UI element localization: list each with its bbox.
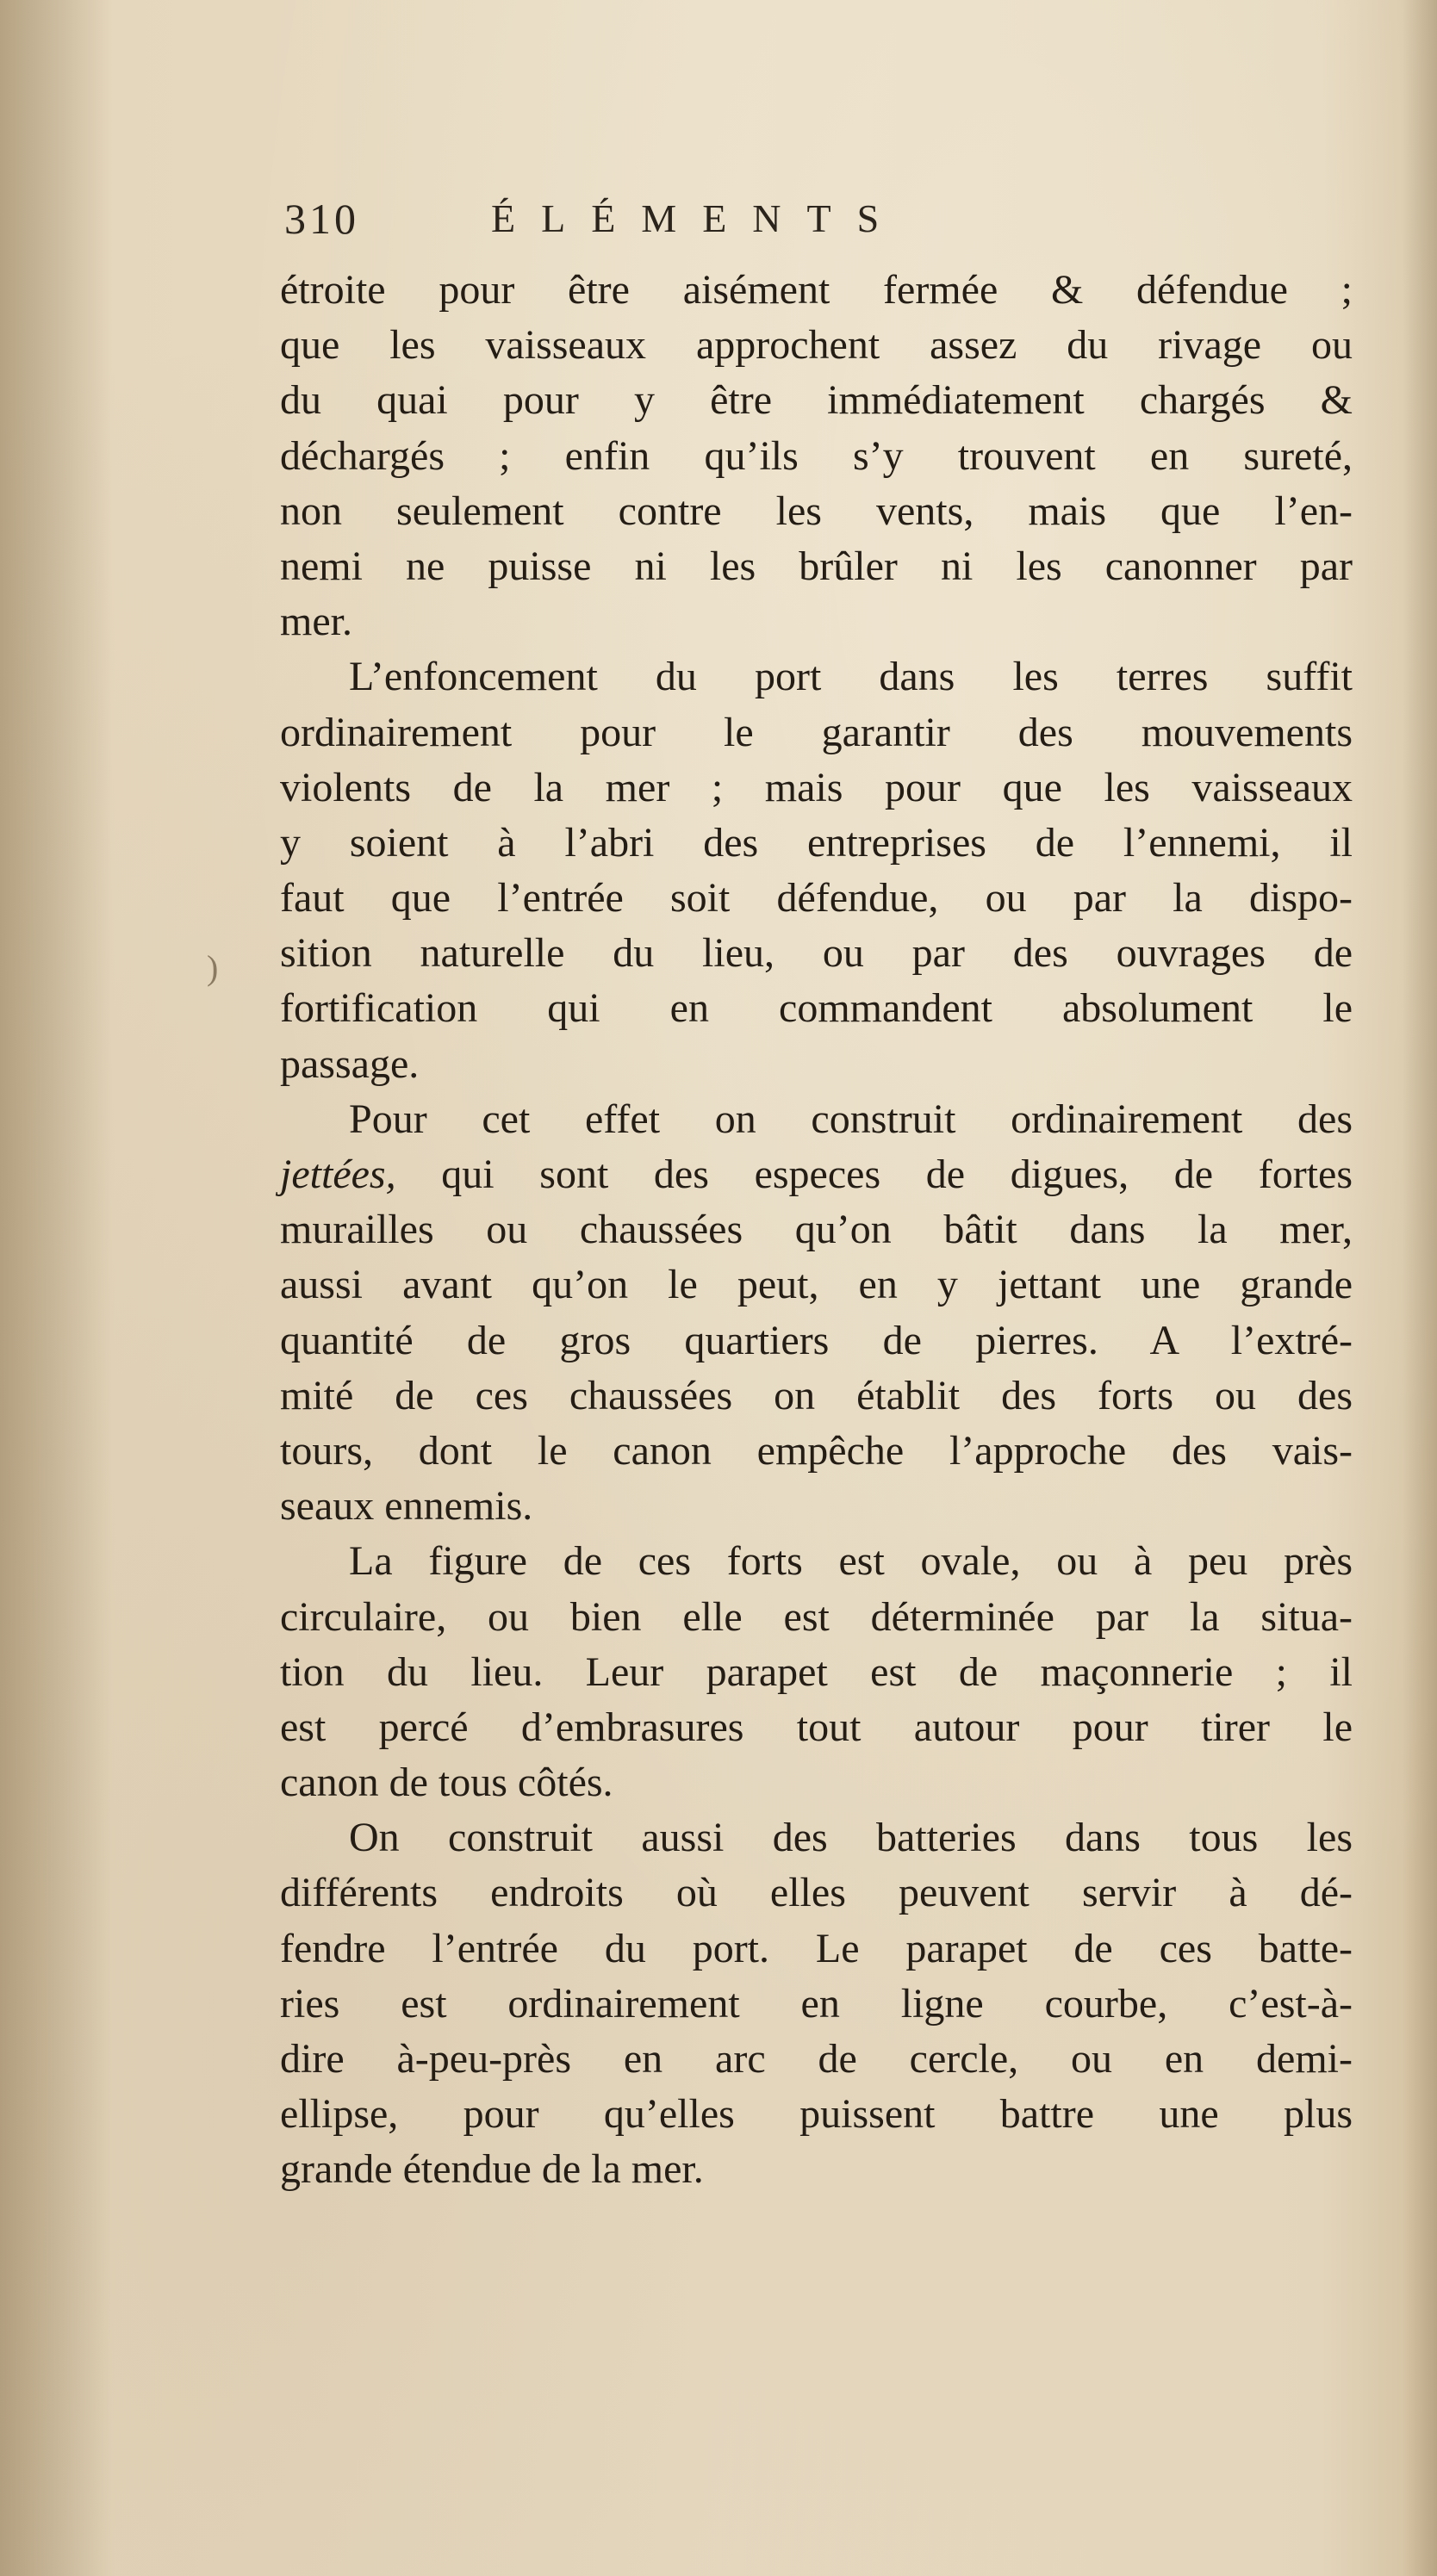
text-line: différents endroits où elles peuvent servir à dé- <box>280 1870 1353 1916</box>
text-line: grande étendue de la mer. <box>280 2146 704 2193</box>
text-line: y soient à l’abri des entreprises de l’ennemi, il <box>280 819 1353 866</box>
running-head: ÉLÉMENTS <box>491 196 905 240</box>
text-line: déchargés ; enfin qu’ils s’y trouvent en sureté, <box>280 432 1353 479</box>
paragraph-start-line: L’enfoncement du port dans les terres suffit <box>349 654 1353 700</box>
paragraph-start-line: La figure de ces forts est ovale, ou à peu près <box>349 1538 1353 1585</box>
text-line: passage. <box>280 1040 420 1087</box>
text-line: quantité de gros quartiers de pierres. A l’extré- <box>280 1317 1353 1363</box>
text-line: tours, dont le canon empêche l’approche des vais- <box>280 1427 1353 1474</box>
text-line: fortification qui en commandent absolument le <box>280 985 1353 1032</box>
text-line: murailles ou chaussées qu’on bâtit dans la mer, <box>280 1207 1353 1253</box>
text-line: mité de ces chaussées on établit des forts ou des <box>280 1372 1353 1418</box>
text-line: tion du lieu. Leur parapet est de maçonnerie ; il <box>280 1648 1353 1695</box>
page-header <box>284 194 1146 254</box>
text-line: ordinairement pour le garantir des mouvements <box>280 709 1353 755</box>
paragraph-start-line: On construit aussi des batteries dans tous les <box>349 1815 1353 1861</box>
paragraph-start-line: Pour cet effet on construit ordinairement des <box>349 1096 1353 1142</box>
text-line: nemi ne puisse ni les brûler ni les canonner par <box>280 543 1353 589</box>
text-line-with-italic <box>280 1147 1353 1202</box>
text-line: du quai pour y être immédiatement chargés & <box>280 377 1353 424</box>
text-line: que les vaisseaux approchent assez du rivage ou <box>280 322 1353 369</box>
text-line: ries est ordinairement en ligne courbe, c’est-à- <box>280 1980 1353 2027</box>
text-line: dire à-peu-près en arc de cercle, ou en demi- <box>280 2036 1353 2082</box>
text-line: faut que l’entrée soit défendue, ou par la dispo- <box>280 875 1353 922</box>
text-line-rest: qui sont des especes de digues, de fortes <box>441 1151 1353 1197</box>
page-number: 310 <box>284 195 359 243</box>
text-line: est percé d’embrasures tout autour pour tirer le <box>280 1704 1353 1750</box>
text-line: ellipse, pour qu’elles puissent battre une plus <box>280 2091 1353 2138</box>
spine-shadow <box>0 0 112 2576</box>
text-line: violents de la mer ; mais pour que les vaisseaux <box>280 764 1353 810</box>
page-edge-shadow <box>1403 0 1437 2576</box>
text-line: seaux ennemis. <box>280 1483 533 1530</box>
margin-mark: ) <box>207 948 219 987</box>
text-line: sition naturelle du lieu, ou par des ouvrages de <box>280 930 1353 977</box>
body-text <box>280 263 1353 2198</box>
text-line: mer. <box>280 599 352 645</box>
text-line: aussi avant qu’on le peut, en y jettant une grande <box>280 1262 1353 1308</box>
text-line: fendre l’entrée du port. Le parapet de ces batte- <box>280 1925 1353 1971</box>
text-line: étroite pour être aisément fermée & défendue ; <box>280 267 1353 313</box>
text-line: non seulement contre les vents, mais que l’en- <box>280 487 1353 534</box>
text-line: circulaire, ou bien elle est déterminée par la situa- <box>280 1593 1353 1640</box>
text-line: canon de tous côtés. <box>280 1760 613 1806</box>
italic-term: jettées, <box>280 1151 396 1197</box>
